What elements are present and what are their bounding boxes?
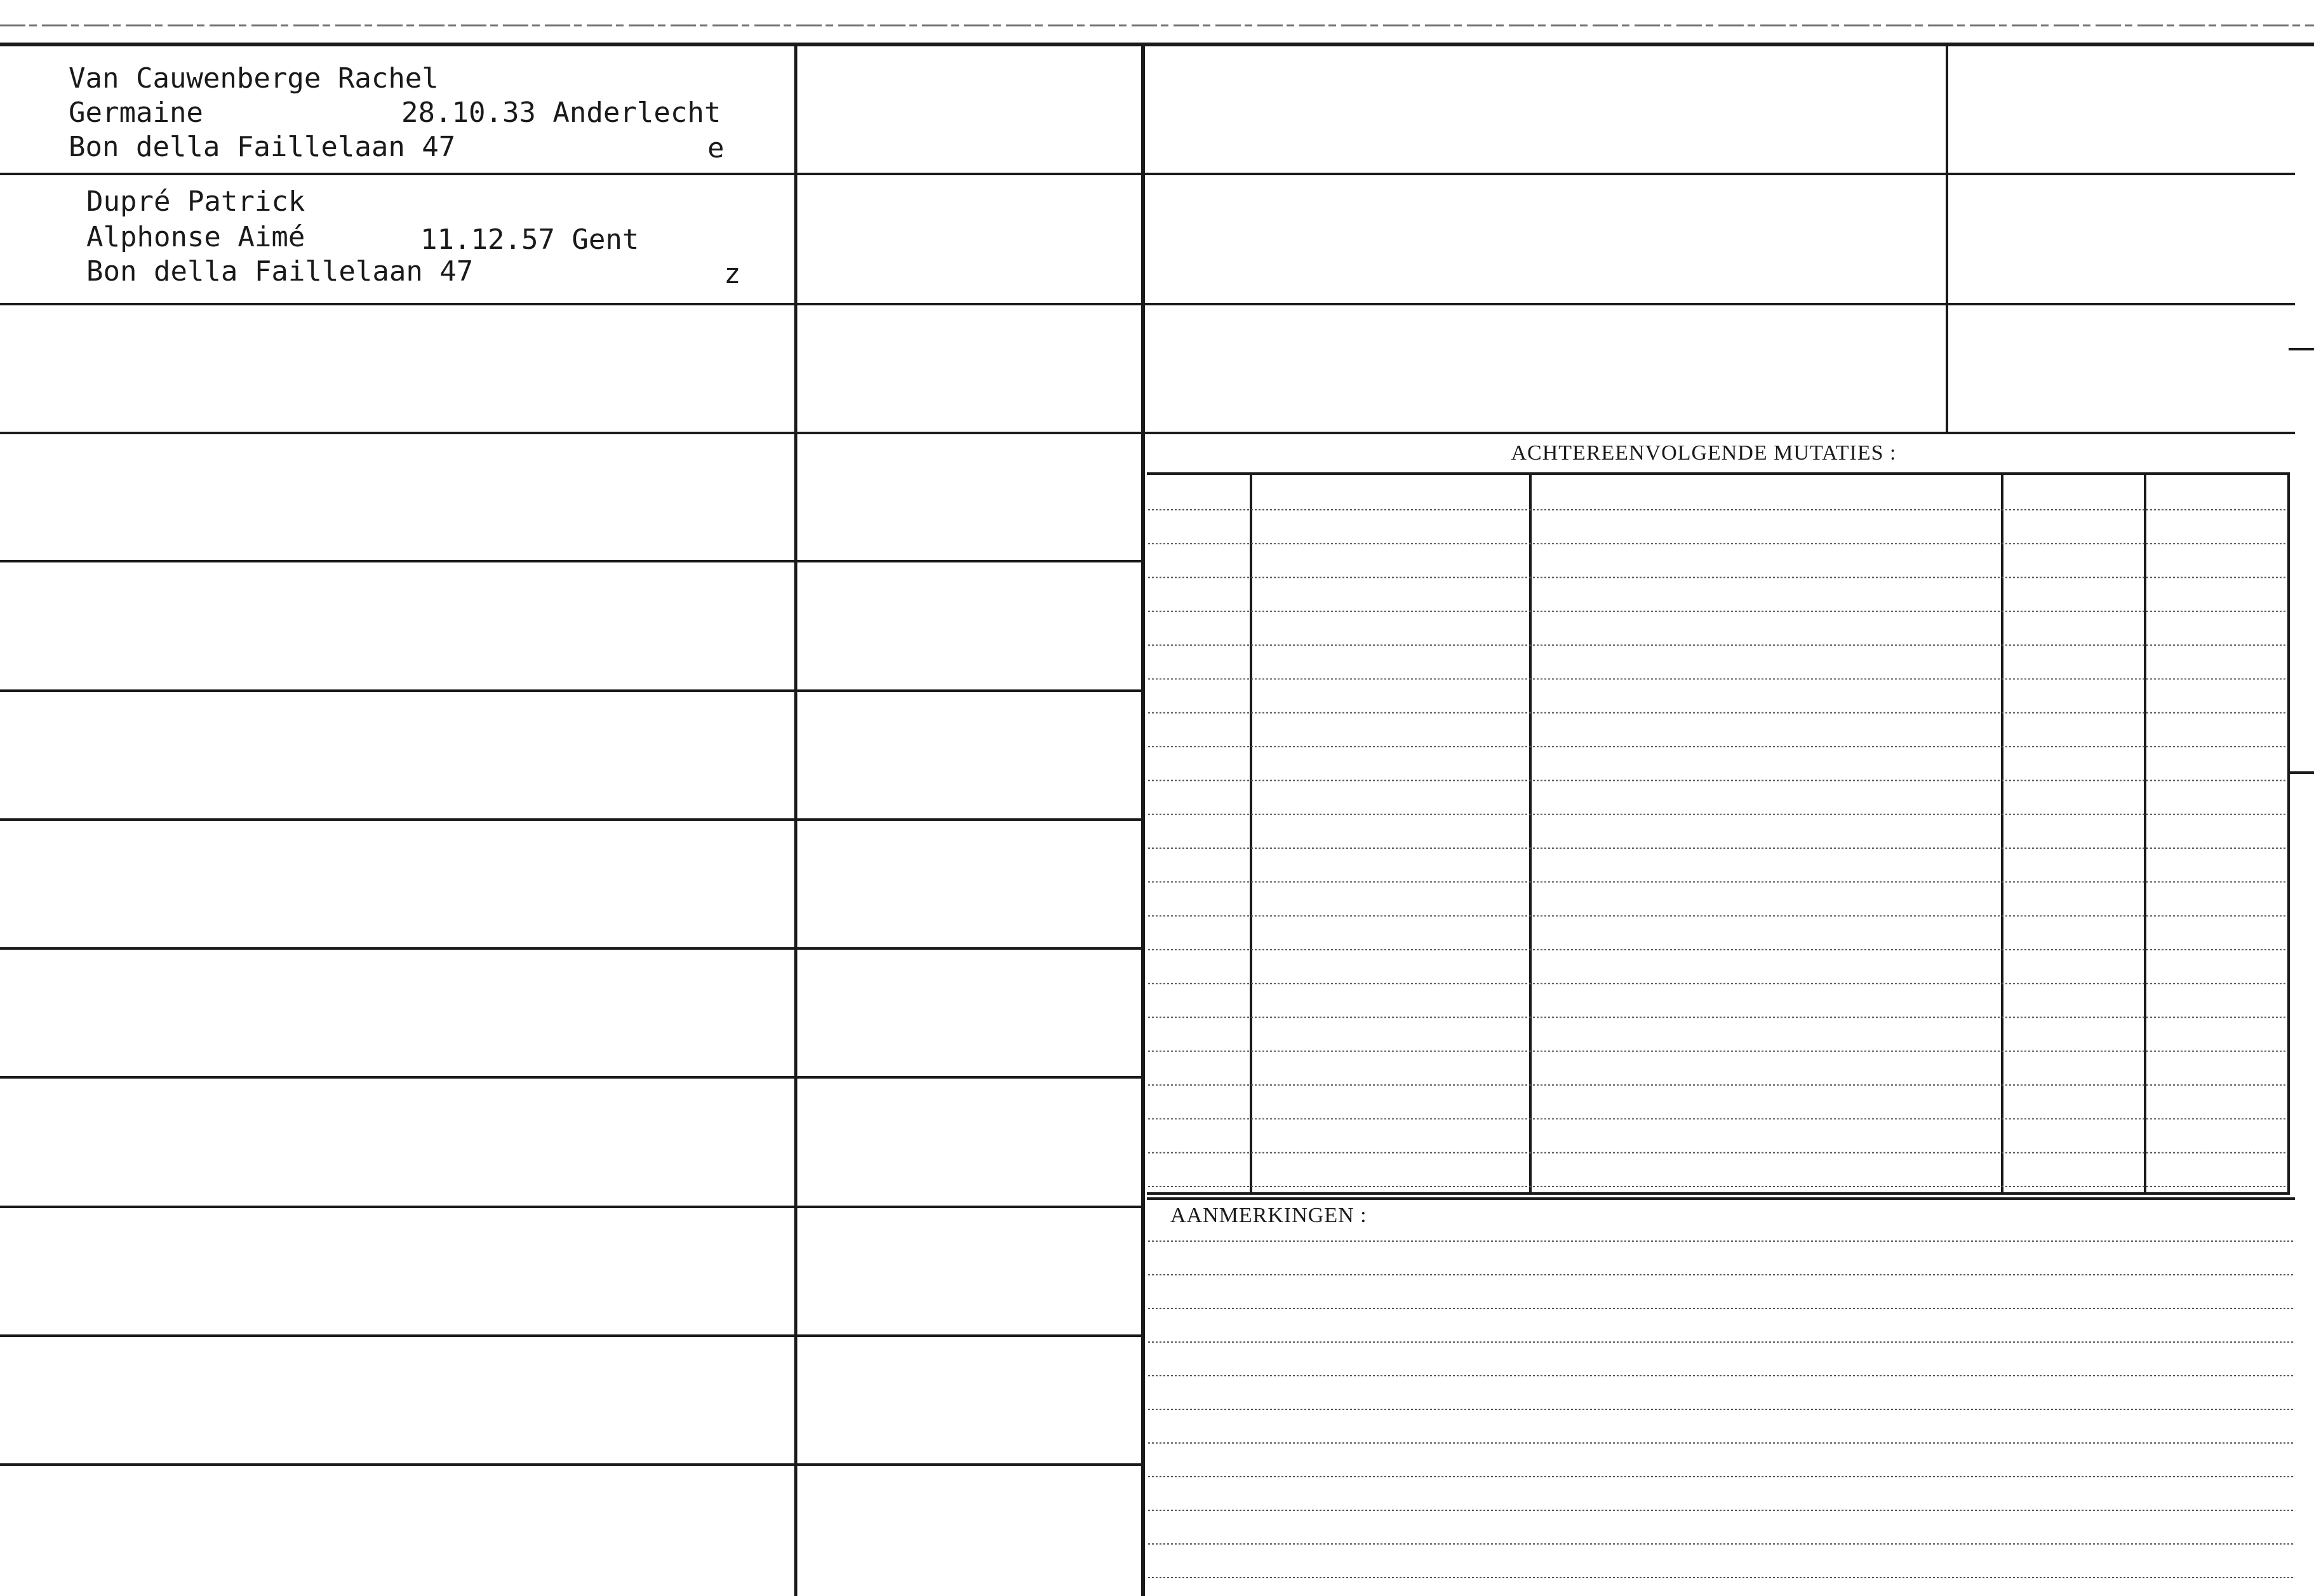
entry-2-address: Bon della Faillelaan 47 [86, 255, 474, 288]
mutations-heading: ACHTEREENVOLGENDE MUTATIES : [1511, 441, 1897, 465]
entry-1-first-names: Germaine [69, 96, 203, 129]
entry-2-name: Dupré Patrick [86, 185, 305, 218]
entry-1-name: Van Cauwenberge Rachel [69, 62, 439, 95]
entry-2-birth: 11.12.57 Gent [420, 223, 639, 256]
entry-1-code: e [707, 132, 725, 164]
entry-2-first-names: Alphonse Aimé [86, 221, 305, 253]
entry-1-birth: 28.10.33 Anderlecht [401, 96, 721, 129]
entry-2-code: z [724, 258, 741, 290]
entry-1-address: Bon della Faillelaan 47 [69, 131, 456, 163]
remarks-heading: AANMERKINGEN : [1170, 1204, 1367, 1227]
